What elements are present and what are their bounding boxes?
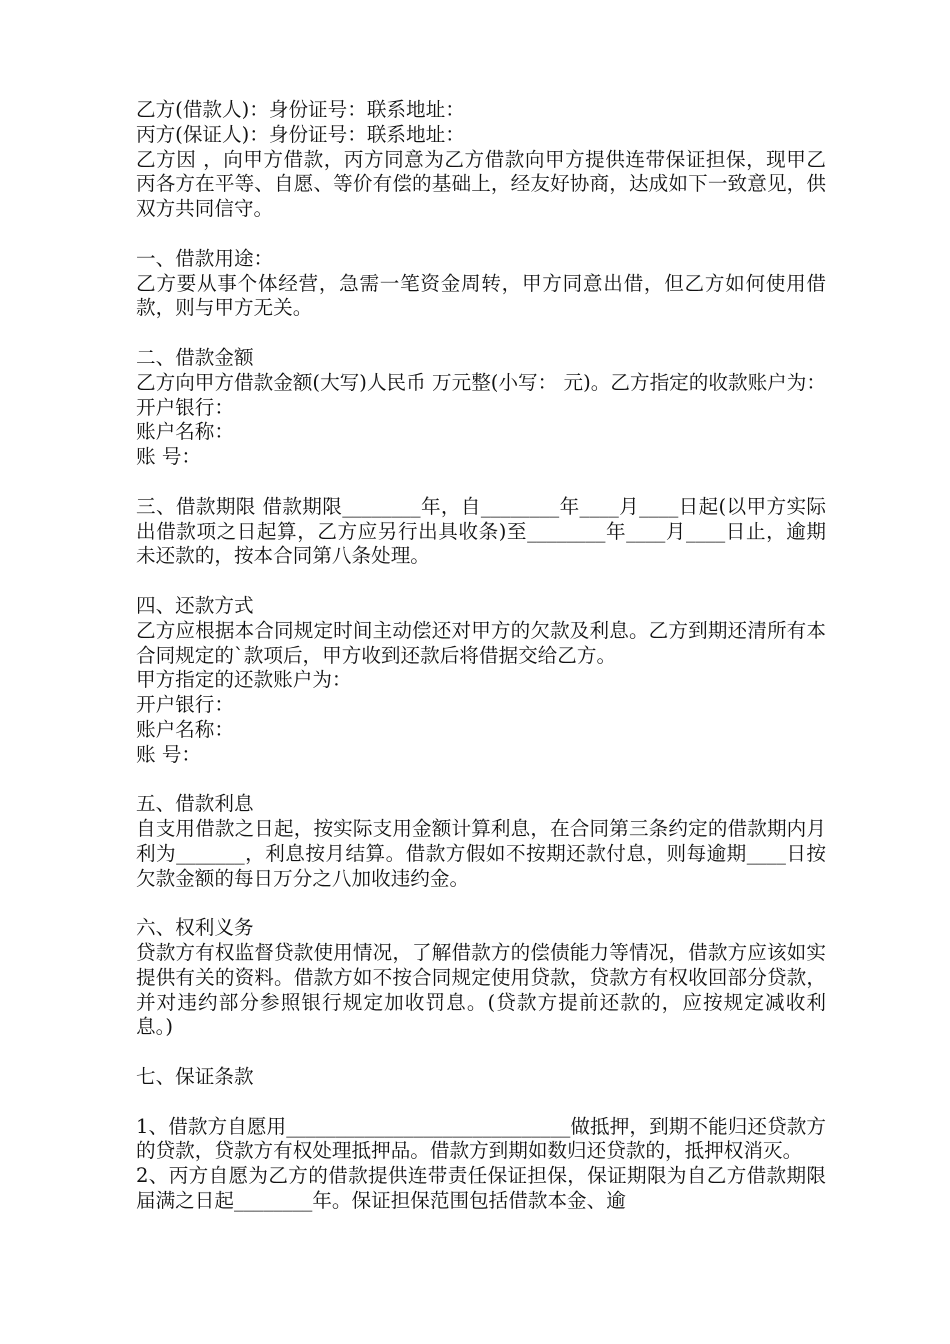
section-5-body: 自支用借款之日起，按实际支用金额计算利息，在合同第三条约定的借款期内月利为_______，利息按月结算。借款方假如不按期还款付息，则每逾期____日按欠款金额的每日万分之八加收违约金。 — [136, 817, 826, 890]
section-1-heading: 一、借款用途： — [136, 246, 274, 270]
section-4-bank: 开户银行： — [136, 693, 234, 717]
contract-page — [136, 98, 833, 1214]
spacer — [136, 321, 826, 346]
spacer — [136, 892, 826, 917]
spacer — [136, 222, 826, 247]
section-2-account-number: 账 号： — [136, 445, 202, 469]
spacer — [136, 1090, 826, 1115]
section-7-clause-2: 2、丙方自愿为乙方的借款提供连带责任保证担保，保证期限为自乙方借款期限届满之日起________年。保证担保范围包括借款本金、逾 — [136, 1164, 826, 1213]
section-4-body: 乙方应根据本合同规定时间主动偿还对甲方的欠款及利息。乙方到期还清所有本合同规定的`款项后，甲方收到还款后将借据交给乙方。 — [136, 618, 826, 667]
section-5-heading: 五、借款利息 — [136, 792, 254, 816]
section-3-paragraph: 三、借款期限 借款期限________年，自________年____月____日起(以甲方实际出借款项之日起算，乙方应另行出具收条)至________年____月____日止，逾期未还款的，按本合同第八条处理。 — [136, 494, 826, 568]
spacer — [136, 569, 826, 594]
party-borrower-line: 乙方(借款人)：身份证号：联系地址： — [136, 98, 465, 121]
section-4-heading: 四、还款方式 — [136, 593, 254, 617]
party-guarantor-line: 丙方(保证人)：身份证号：联系地址： — [136, 122, 465, 146]
section-7-clause-1: 1、借款方自愿用_____________________________做抵押，到期不能归还贷款方的贷款，贷款方有权处理抵押品。借款方到期如数归还贷款的，抵押权消灭。 — [136, 1114, 826, 1163]
section-2-body: 乙方向甲方借款金额(大写)人民币 万元整(小写： 元)。乙方指定的收款账户为： 开户银行： — [136, 370, 833, 419]
section-2-account-name: 账户名称： — [136, 420, 234, 444]
section-1-body: 乙方要从事个体经营，急需一笔资金周转，甲方同意出借，但乙方如何使用借款，则与甲方无关。 — [136, 271, 826, 320]
section-4-account-number: 账 号： — [136, 742, 202, 766]
spacer — [136, 768, 826, 793]
section-2-heading: 二、借款金额 — [136, 345, 254, 369]
preamble-paragraph: 乙方因 ，向甲方借款，丙方同意为乙方借款向甲方提供连带保证担保，现甲乙丙各方在平等、自愿、等价有偿的基础上，经友好协商，达成如下一致意见，供双方共同信守。 — [136, 147, 826, 221]
section-4-repayment-account: 甲方指定的还款账户为： — [136, 668, 352, 692]
spacer — [136, 1040, 826, 1065]
section-7-heading: 七、保证条款 — [136, 1065, 254, 1089]
section-4-account-name: 账户名称： — [136, 717, 234, 741]
spacer — [136, 470, 826, 495]
section-6-body: 贷款方有权监督贷款使用情况，了解借款方的偿债能力等情况，借款方应该如实提供有关的资料。借款方如不按合同规定使用贷款，贷款方有权收回部分贷款，并对违约部分参照银行规定加收罚息。(贷款方提前还款的，应按规定减收利息。) — [136, 941, 826, 1039]
section-6-heading: 六、权利义务 — [136, 916, 254, 940]
